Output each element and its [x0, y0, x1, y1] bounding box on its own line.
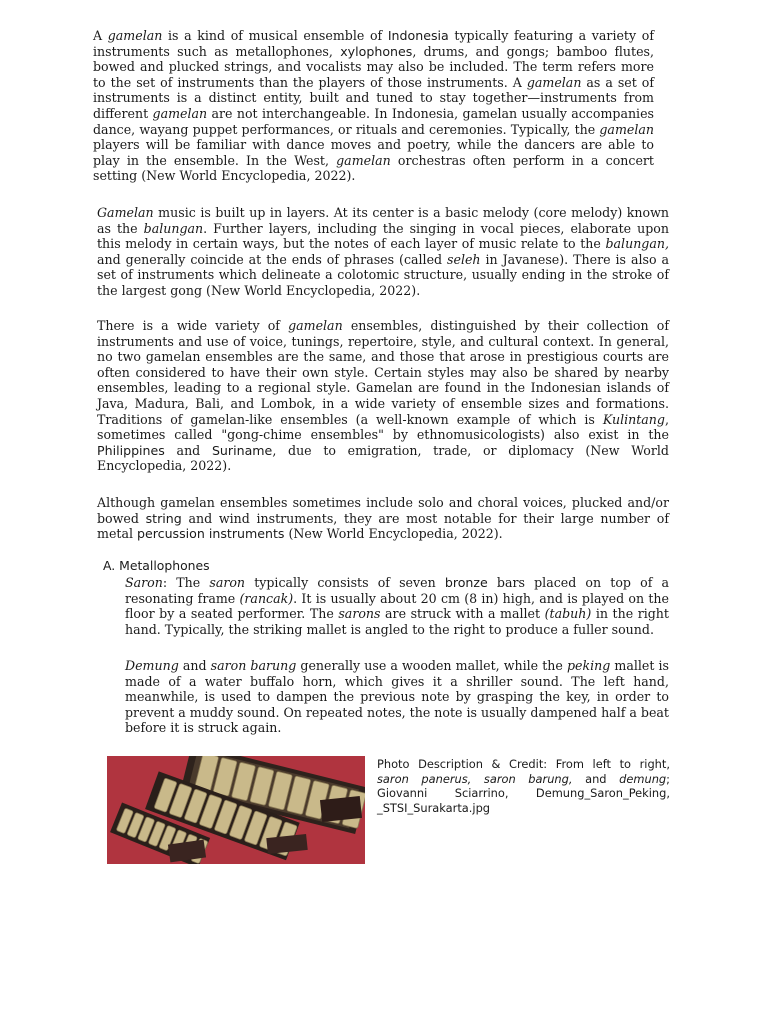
- link-xylophones[interactable]: xylophones: [340, 43, 413, 59]
- paragraph-gamelan-variety: There is a wide variety of gamelan ensembles, distinguished by their collection of instruments and use of voice, tunings, repertoire, style, and cultural context. In general, no two gamelan ensembles are the same, and those that arose in prestigious courts are often considered to have their own style. Certain styles may also be shared by nearby ensembles, leading to a regional style. Gamelan are found in the Indonesian islands of Java, Madura, Bali, and Lombok, in a wide variety of ensemble sizes and formations. Traditions of gamelan-like ensembles (a well-known example of which is Kulintang, sometimes called "gong-chime ensembles" by ethnomusicologists) also exist in the Philippines and Suriname, due to emigration, trade, or diplomacy (New World Encyclopedia, 2022).: [97, 318, 669, 474]
- link-suriname[interactable]: Suriname: [211, 442, 273, 458]
- paragraph-gamelan-percussion: Although gamelan ensembles sometimes include solo and choral voices, plucked and/or bowed string and wind instruments, they are most notable for their large number of metal percussion instruments (New World Encyclopedia, 2022).: [97, 495, 669, 542]
- saron-instruments-photo: [107, 756, 365, 864]
- link-percussion-instruments[interactable]: percussion instruments: [137, 526, 285, 542]
- paragraph-demung-mallets: Demung and saron barung generally use a wooden mallet, while the peking mallet is made of a water buffalo horn, which gives it a shriller sound. The left hand, meanwhile, is used to dampen the previous note by grasping the key, in order to prevent a muddy sound. On repeated notes, the note is usually dampened half a beat before it is struck again.: [125, 658, 669, 736]
- photo-caption: Photo Description & Credit: From left to right, saron panerus, saron barung, and demung; Giovanni Sciarrino, Demung_Saron_Peking, _STSI_Surakarta.jpg: [377, 757, 670, 815]
- paragraph-gamelan-intro: A gamelan is a kind of musical ensemble of Indonesia typically featuring a variety of instruments such as metallophones, xylophones, drums, and gongs; bamboo flutes, bowed and plucked strings, and vocalists may also be included. The term refers more to the set of instruments than the players of those instruments. A gamelan as a set of instruments is a distinct entity, built and tuned to stay together—instruments from different gamelan are not interchangeable. In Indonesia, gamelan usually accompanies dance, wayang puppet performances, or rituals and ceremonies. Typically, the gamelan players will be familiar with dance moves and poetry, while the dancers are able to play in the ensemble. In the West, gamelan orchestras often perform in a concert setting (New World Encyclopedia, 2022).: [93, 28, 655, 184]
- section-heading-metallophones: A. Metallophones: [103, 558, 210, 573]
- paragraph-gamelan-layers: Gamelan music is built up in layers. At its center is a basic melody (core melody) known as the balungan. Further layers, including the singing in vocal pieces, elaborate upon this melody in certain ways, but the notes of each layer of music relate to the balungan, and generally coincide at the ends of phrases (called seleh in Javanese). There is also a set of instruments which delineate a colotomic structure, usually ending in the stroke of the largest gong (New World Encyclopedia, 2022).: [97, 205, 670, 298]
- link-philippines[interactable]: Philippines: [97, 442, 165, 458]
- link-bronze[interactable]: bronze: [444, 575, 488, 590]
- link-string[interactable]: string: [145, 510, 182, 526]
- paragraph-saron: Saron: The saron typically consists of seven bronze bars placed on top of a resonating frame (rancak). It is usually about 20 cm (8 in) high, and is played on the floor by a seated performer. The sarons are struck with a mallet (tabuh) in the right hand. Typically, the striking mallet is angled to the right to produce a fuller sound.: [125, 575, 670, 637]
- link-indonesia[interactable]: Indonesia: [387, 28, 449, 43]
